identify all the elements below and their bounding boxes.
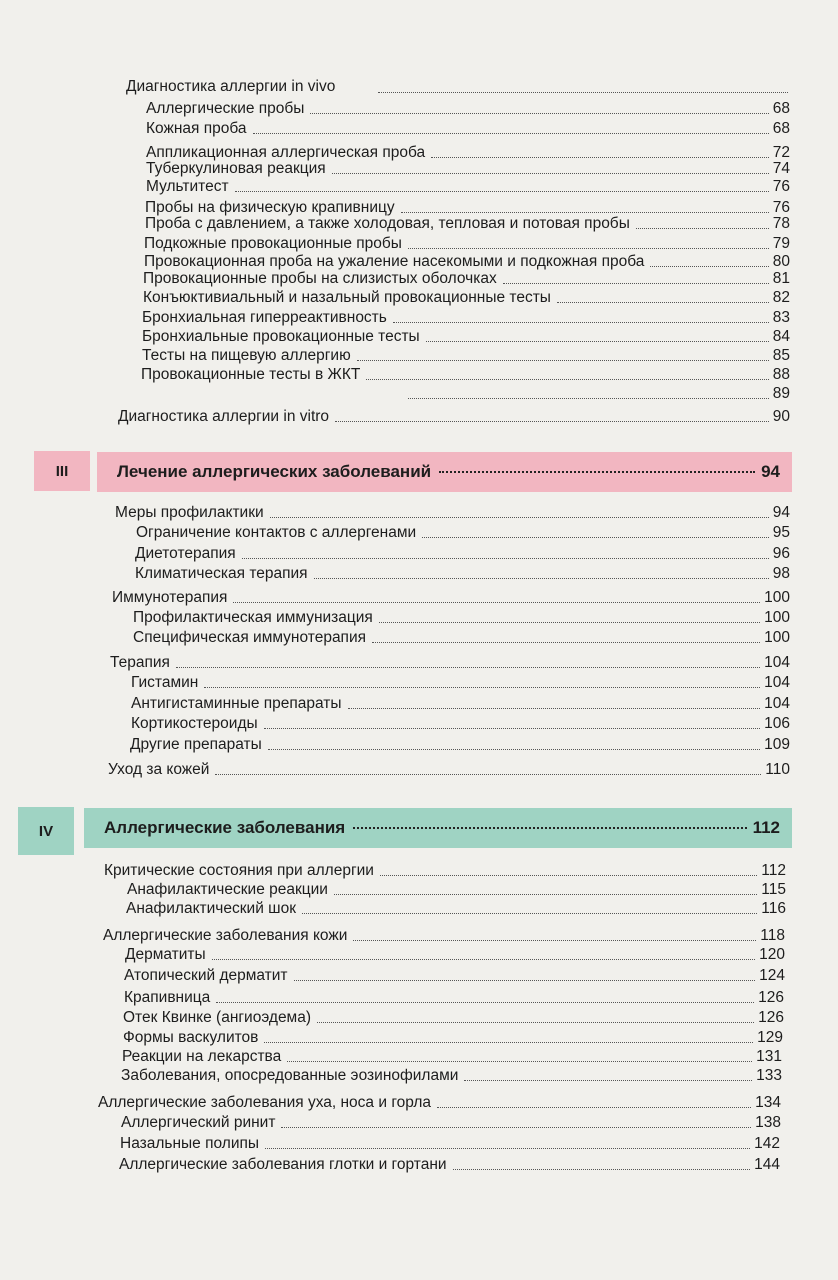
toc-leader (204, 686, 760, 688)
toc-entry[interactable] (108, 759, 790, 779)
toc-entry[interactable] (130, 734, 790, 754)
toc-entry-title: Климатическая терапия (135, 565, 308, 582)
toc-entry[interactable] (103, 925, 785, 945)
section-title: Лечение аллергических заболеваний (117, 462, 432, 481)
toc-entry-title: Провокационные тесты в ЖКТ (141, 366, 361, 383)
toc-entry[interactable] (104, 860, 786, 880)
toc-entry[interactable] (146, 158, 790, 178)
toc-leader (302, 912, 757, 914)
toc-entry[interactable] (112, 587, 790, 607)
toc-leader (314, 577, 769, 579)
toc-entry-page: 120 (759, 946, 785, 963)
toc-leader (408, 397, 769, 399)
toc-entry-page: 72 (772, 144, 790, 161)
toc-entry[interactable] (143, 287, 790, 307)
toc-entry-title: Формы васкулитов (123, 1029, 259, 1046)
toc-entry-title: Проба с давлением, а также холодовая, тепловая и потовая пробы (145, 215, 630, 232)
toc-entry-page: 100 (764, 609, 790, 626)
toc-entry-title: Диагностика аллергии in vivo (126, 78, 336, 95)
toc-entry-page: 131 (756, 1048, 782, 1065)
toc-entry[interactable] (131, 672, 790, 692)
section-page: 112 (752, 818, 780, 837)
toc-entry[interactable] (118, 406, 790, 426)
toc-entry-title: Аллергические заболевания уха, носа и горла (98, 1094, 432, 1111)
toc-leader (353, 939, 756, 941)
toc-entry-title: Иммунотерапия (112, 589, 228, 606)
toc-entry[interactable] (131, 713, 790, 733)
toc-entry-page: 104 (764, 695, 790, 712)
toc-entry-title: Отек Квинке (ангиоэдема) (123, 1009, 311, 1026)
toc-entry[interactable] (120, 1133, 780, 1153)
toc-entry-page: 68 (772, 100, 790, 117)
toc-entry[interactable] (133, 627, 790, 647)
toc-entry-title: Терапия (110, 654, 170, 671)
toc-entry-page: 134 (755, 1094, 781, 1111)
section-heading[interactable] (84, 808, 792, 848)
section-number-tab: III (34, 451, 90, 491)
toc-entry-page: 83 (772, 309, 790, 326)
toc-entry[interactable] (141, 364, 790, 384)
toc-entry-title: Провокационная проба на ужаление насекомыми и подкожная проба (144, 253, 645, 270)
toc-leader (503, 282, 769, 284)
toc-entry[interactable] (131, 693, 790, 713)
toc-entry[interactable] (133, 607, 790, 627)
toc-entry-title: Антигистаминные препараты (131, 695, 342, 712)
toc-leader (348, 707, 761, 709)
toc-leader (233, 601, 760, 603)
toc-entry-page: 104 (764, 674, 790, 691)
toc-entry-page: 85 (772, 347, 790, 364)
toc-entry-page: 82 (772, 289, 790, 306)
toc-entry-page: 96 (772, 545, 790, 562)
toc-entry-page: 142 (754, 1135, 780, 1152)
toc-leader (636, 227, 769, 229)
toc-entry-page: 106 (764, 715, 790, 732)
toc-leader (287, 1060, 752, 1062)
toc-entry-title: Тесты на пищевую аллергию (142, 347, 351, 364)
toc-entry-title: Реакции на лекарства (122, 1048, 282, 1065)
toc-leader (310, 112, 768, 114)
toc-entry-title: Ограничение контактов с аллергенами (136, 524, 417, 541)
toc-entry-page: 89 (772, 385, 790, 402)
toc-leader (408, 247, 769, 249)
toc-entry-title: Другие препараты (130, 736, 262, 753)
toc-leader (335, 420, 769, 422)
toc-entry[interactable] (123, 1007, 784, 1027)
toc-entry-title: Пробы на физическую крапивницу (145, 199, 395, 216)
toc-entry[interactable] (126, 76, 370, 96)
toc-leader (393, 321, 769, 323)
toc-entry-page: 104 (764, 654, 790, 671)
toc-entry[interactable] (402, 383, 790, 403)
toc-leader (265, 1147, 750, 1149)
toc-entry-page: 74 (772, 160, 790, 177)
toc-entry-page: 78 (772, 215, 790, 232)
toc-entry[interactable] (144, 233, 790, 253)
toc-leader (264, 727, 760, 729)
toc-entry-title: Гистамин (131, 674, 199, 691)
toc-entry-page: 118 (760, 927, 785, 944)
toc-leader (453, 1168, 751, 1170)
section-number-tab: IV (18, 807, 74, 855)
toc-entry-page: 84 (772, 328, 790, 345)
toc-entry-page: 129 (757, 1029, 783, 1046)
section-heading[interactable] (97, 452, 792, 492)
toc-leader (334, 893, 757, 895)
toc-entry-page: 76 (772, 178, 790, 195)
toc-entry-title: Заболевания, опосредованные эозинофилами (121, 1067, 459, 1084)
toc-entry-title: Анафилактические реакции (127, 881, 328, 898)
toc-entry-title: Аллергический ринит (121, 1114, 276, 1131)
toc-leader (353, 826, 746, 829)
toc-entry[interactable] (124, 987, 784, 1007)
section-page: 94 (761, 462, 780, 481)
toc-leader (332, 172, 769, 174)
toc-leader (270, 516, 769, 518)
toc-leader (216, 1001, 754, 1003)
toc-entry-page: 126 (758, 1009, 784, 1026)
toc-leader (294, 979, 756, 981)
toc-leader (422, 536, 769, 538)
toc-entry-page: 95 (772, 524, 790, 541)
toc-entry-title: Кожная проба (146, 120, 247, 137)
toc-leader (268, 748, 760, 750)
toc-entry-page: 80 (772, 253, 790, 270)
toc-entry-title: Провокационные пробы на слизистых оболочках (143, 270, 497, 287)
toc-entry[interactable] (146, 176, 790, 196)
toc-entry[interactable] (123, 1027, 783, 1047)
toc-entry-page: 115 (761, 881, 786, 898)
toc-entry-page: 133 (756, 1067, 782, 1084)
toc-leader (366, 378, 768, 380)
toc-entry[interactable] (146, 118, 790, 138)
toc-entry-title: Аллергические заболевания глотки и гортани (119, 1156, 447, 1173)
toc-leader (215, 773, 761, 775)
toc-entry-title: Профилактическая иммунизация (133, 609, 373, 626)
toc-entry-title: Бронхиальные провокационные тесты (142, 328, 420, 345)
toc-leader (357, 359, 769, 361)
toc-leader (426, 340, 769, 342)
toc-leader (439, 470, 755, 473)
toc-entry[interactable] (126, 898, 786, 918)
toc-entry-page: 88 (772, 366, 790, 383)
toc-entry-page: 100 (764, 629, 790, 646)
toc-entry-title: Диетотерапия (135, 545, 236, 562)
toc-leader (380, 874, 757, 876)
toc-entry-page: 94 (772, 504, 790, 521)
toc-leader (378, 92, 788, 93)
toc-entry[interactable] (115, 502, 790, 522)
toc-entry[interactable] (122, 1046, 782, 1066)
toc-entry-title: Кортикостероиды (131, 715, 258, 732)
toc-entry-page: 116 (761, 900, 786, 917)
toc-entry-title: Подкожные провокационные пробы (144, 235, 402, 252)
toc-entry-page: 109 (764, 736, 790, 753)
toc-leader (281, 1126, 751, 1128)
toc-entry-title: Аллергические заболевания кожи (103, 927, 348, 944)
toc-leader (212, 958, 755, 960)
toc-leader (235, 190, 769, 192)
toc-entry[interactable] (110, 652, 790, 672)
toc-entry[interactable] (146, 98, 790, 118)
toc-leader (176, 666, 760, 668)
toc-entry-title: Назальные полипы (120, 1135, 260, 1152)
toc-entry-page: 68 (772, 120, 790, 137)
toc-entry-title: Аппликационная аллергическая проба (146, 144, 426, 161)
toc-entry-page: 100 (764, 589, 790, 606)
toc-entry-title: Атопический дерматит (124, 967, 288, 984)
toc-entry-page: 112 (761, 862, 786, 879)
toc-leader (372, 641, 760, 643)
toc-entry-title: Крапивница (124, 989, 211, 1006)
toc-leader (264, 1041, 753, 1043)
toc-entry-page: 98 (772, 565, 790, 582)
toc-entry-title: Уход за кожей (108, 761, 210, 778)
toc-entry[interactable] (143, 268, 790, 288)
toc-entry[interactable] (145, 213, 790, 233)
toc-leader (253, 132, 769, 134)
toc-entry[interactable] (124, 965, 785, 985)
toc-entry-page: 76 (772, 199, 790, 216)
toc-entry-page: 126 (758, 989, 784, 1006)
toc-entry-title: Туберкулиновая реакция (146, 160, 326, 177)
toc-entry[interactable] (119, 1154, 780, 1174)
toc-entry-page: 110 (765, 761, 790, 778)
toc-entry-title: Анафилактический шок (126, 900, 296, 917)
toc-entry[interactable] (98, 1092, 781, 1112)
toc-entry-title: Бронхиальная гиперреактивность (142, 309, 387, 326)
toc-entry[interactable] (136, 522, 790, 542)
toc-entry-page: 144 (754, 1156, 780, 1173)
toc-entry[interactable] (121, 1112, 781, 1132)
toc-entry-title: Диагностика аллергии in vitro (118, 408, 330, 425)
toc-entry-page: 81 (772, 270, 790, 287)
toc-entry[interactable] (142, 326, 790, 346)
toc-entry-title: Дерматиты (125, 946, 206, 963)
toc-entry-page: 138 (755, 1114, 781, 1131)
toc-leader (650, 265, 768, 267)
toc-leader (437, 1106, 751, 1108)
toc-entry-title: Конъюктивиальный и назальный провокационные тесты (143, 289, 551, 306)
toc-leader (242, 557, 769, 559)
toc-leader (379, 621, 760, 623)
toc-entry-page: 90 (772, 408, 790, 425)
toc-entry-title: Критические состояния при аллергии (104, 862, 374, 879)
toc-entry-page: 79 (772, 235, 790, 252)
section-title: Аллергические заболевания (104, 818, 346, 837)
toc-entry[interactable] (121, 1065, 782, 1085)
toc-leader (464, 1079, 752, 1081)
toc-entry-title: Аллергические пробы (146, 100, 305, 117)
toc-entry[interactable] (135, 543, 790, 563)
toc-entry-title: Меры профилактики (115, 504, 264, 521)
toc-entry-page: 124 (759, 967, 785, 984)
toc-entry[interactable] (125, 944, 785, 964)
toc-entry[interactable] (142, 307, 790, 327)
toc-entry-title: Мультитест (146, 178, 229, 195)
toc-entry-title: Специфическая иммунотерапия (133, 629, 367, 646)
toc-entry[interactable] (142, 345, 790, 365)
toc-leader (557, 301, 769, 303)
toc-entry[interactable] (135, 563, 790, 583)
toc-entry[interactable] (127, 879, 786, 899)
toc-leader (317, 1021, 754, 1023)
